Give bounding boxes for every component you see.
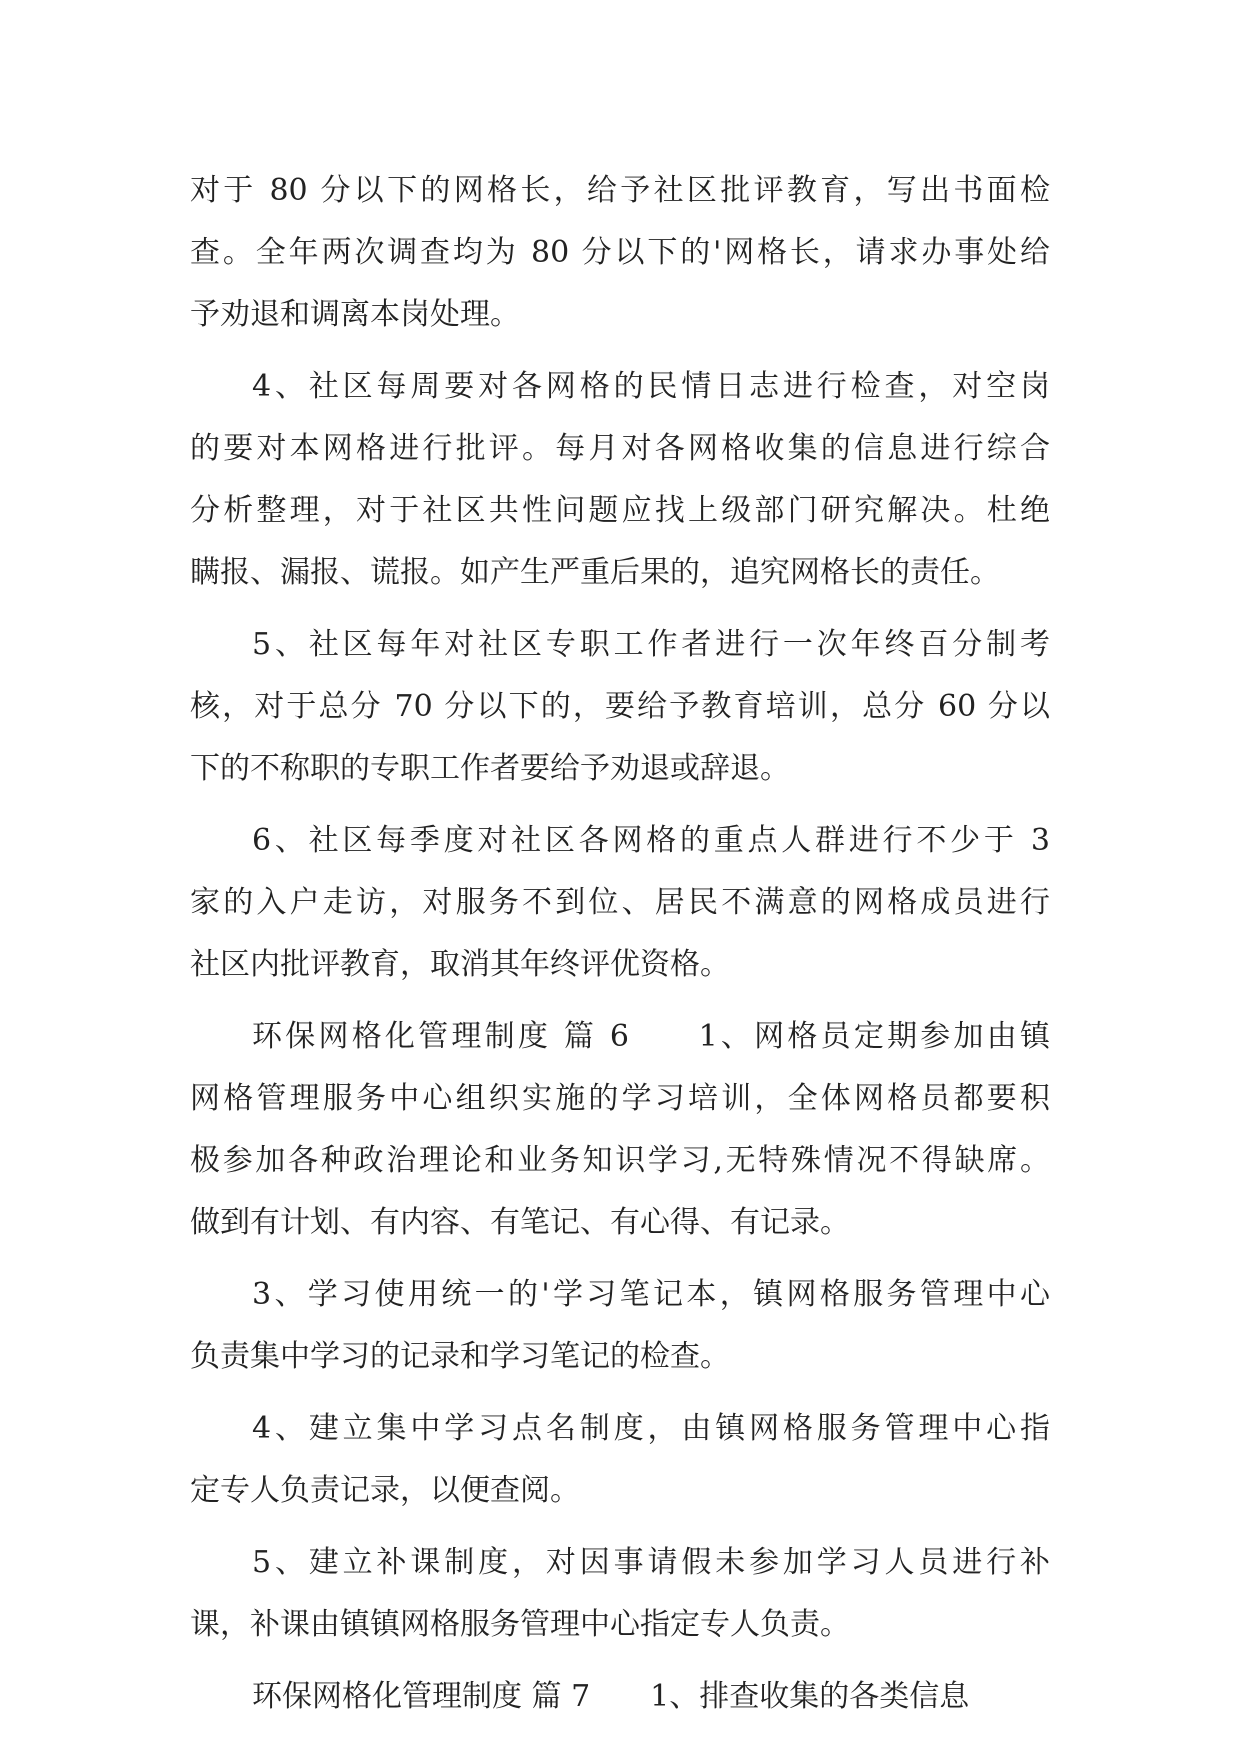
paragraph [190, 1006, 1050, 1254]
text-line: 予劝退和调离本岗处理。 [190, 297, 520, 332]
text-line: 3、学习使用统一的'学习笔记本，镇网格服务管理中心 [252, 1277, 1050, 1312]
text-line: 6、社区每季度对社区各网格的重点人群进行不少于 3 [252, 823, 1050, 858]
text-line: 5、建立补课制度，对因事请假未参加学习人员进行补 [252, 1545, 1050, 1580]
paragraph [190, 1666, 1050, 1728]
text-line: 5、社区每年对社区专职工作者进行一次年终百分制考 [252, 627, 1050, 662]
paragraph [190, 810, 1050, 996]
text-line: 社区内批评教育，取消其年终评优资格。 [190, 947, 730, 982]
text-line: 核，对于总分 70 分以下的，要给予教育培训，总分 60 分以 [190, 689, 1050, 724]
document-body [190, 160, 1050, 1728]
paragraph [190, 614, 1050, 800]
text-line: 分析整理，对于社区共性问题应找上级部门研究解决。杜绝 [190, 493, 1050, 528]
text-line: 下的不称职的专职工作者要给予劝退或辞退。 [190, 751, 790, 786]
text-line: 做到有计划、有内容、有笔记、有心得、有记录。 [190, 1205, 850, 1240]
text-line: 极参加各种政治理论和业务知识学习,无特殊情况不得缺席。 [190, 1143, 1050, 1178]
paragraph [190, 1264, 1050, 1388]
text-line: 家的入户走访，对服务不到位、居民不满意的网格成员进行 [190, 885, 1050, 920]
paragraph [190, 160, 1050, 346]
text-line: 环保网格化管理制度 篇 6 1、网格员定期参加由镇 [252, 1019, 1050, 1054]
paragraph [190, 1532, 1050, 1656]
text-line: 4、社区每周要对各网格的民情日志进行检查，对空岗 [252, 369, 1050, 404]
text-line: 对于 80 分以下的网格长，给予社区批评教育，写出书面检 [190, 173, 1050, 208]
text-line: 瞒报、漏报、谎报。如产生严重后果的，追究网格长的责任。 [190, 555, 1000, 590]
text-line: 网格管理服务中心组织实施的学习培训，全体网格员都要积 [190, 1081, 1050, 1116]
text-line: 课，补课由镇镇网格服务管理中心指定专人负责。 [190, 1607, 850, 1642]
text-line: 负责集中学习的记录和学习笔记的检查。 [190, 1339, 730, 1374]
text-line: 4、建立集中学习点名制度，由镇网格服务管理中心指 [252, 1411, 1050, 1446]
paragraph [190, 1398, 1050, 1522]
text-line: 查。全年两次调查均为 80 分以下的'网格长，请求办事处给 [190, 235, 1050, 270]
text-line: 定专人负责记录，以便查阅。 [190, 1473, 580, 1508]
text-line: 环保网格化管理制度 篇 7 1、排查收集的各类信息 [252, 1679, 970, 1714]
paragraph [190, 356, 1050, 604]
text-line: 的要对本网格进行批评。每月对各网格收集的信息进行综合 [190, 431, 1050, 466]
